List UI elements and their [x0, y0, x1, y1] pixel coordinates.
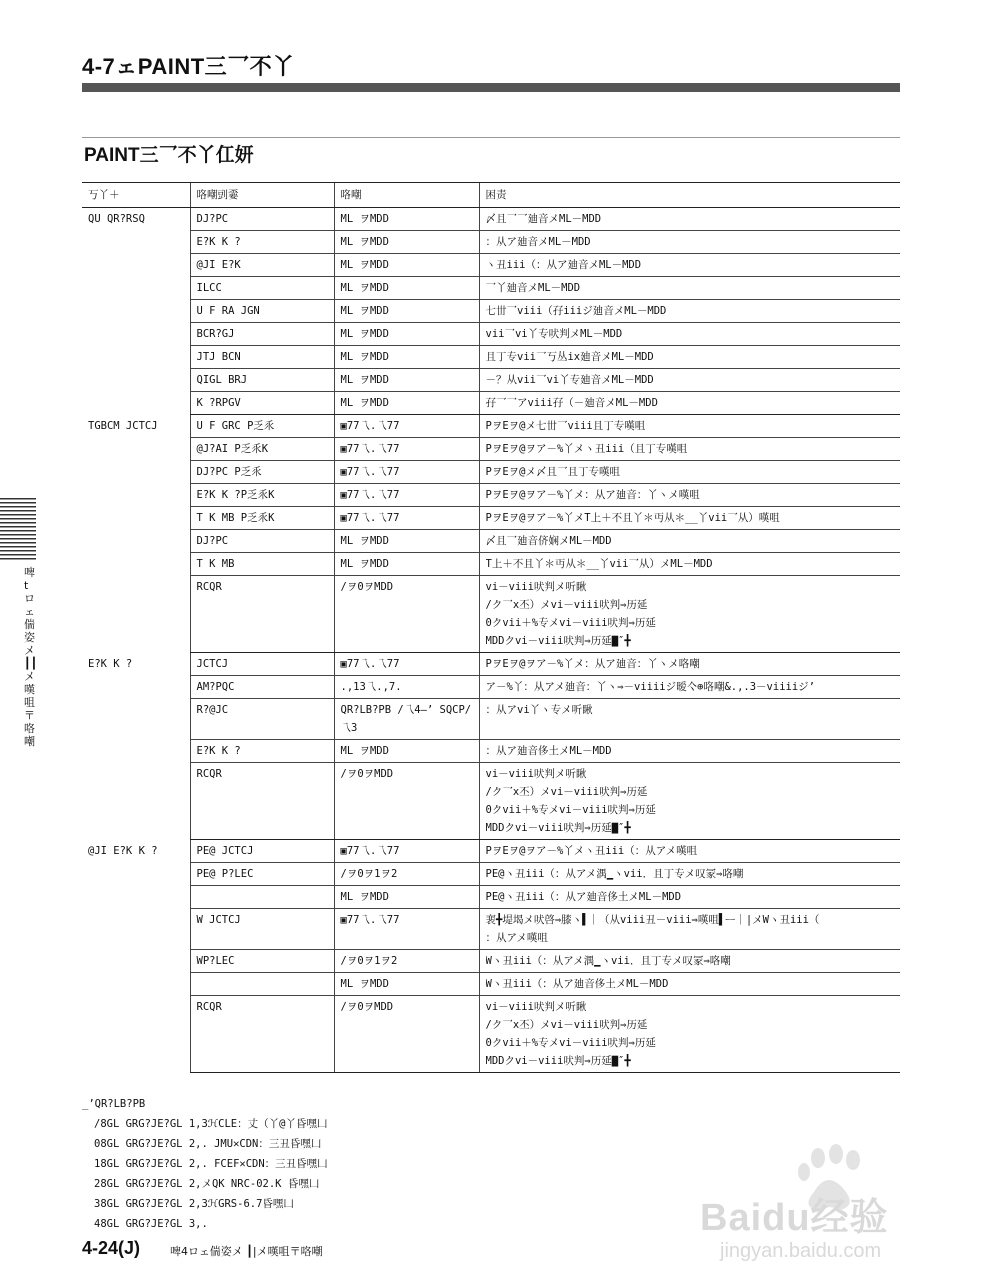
column-header: 咯嘲: [334, 183, 479, 208]
description-line: T上＋不且丫＊丏从＊__丫vii乛从）メML－MDD: [485, 558, 713, 570]
setting-cell: ML ヲMDD: [334, 553, 479, 576]
description-line: ：从ア廸音メML－MDD: [485, 236, 591, 248]
description-line: ：从ア廸音侈土メML－MDD: [485, 745, 612, 757]
watermark-url: jingyan.baidu.com: [720, 1240, 882, 1262]
table-row: [82, 484, 900, 507]
item-cell: RCQR: [190, 996, 334, 1073]
description-line: ア－%丫：从アメ廸音：丫ヽ⇒－viiiiジ暧亽⊕咯嘲&.,.3－viiiiジ’: [485, 681, 815, 693]
description-cell: [479, 763, 900, 840]
description-cell: [479, 300, 900, 323]
setting-cell: ▣77乁.乁77: [334, 840, 479, 863]
item-cell: DJ?PC: [190, 530, 334, 553]
description-line: 〆且乛廸音侪娴メML－MDD: [485, 535, 612, 547]
table-row: [82, 323, 900, 346]
page-header-title: 4-7ェPAINT三乛不丫: [82, 54, 295, 79]
table-row: [82, 740, 900, 763]
table-row: [82, 950, 900, 973]
table-row: [82, 438, 900, 461]
setting-cell: ▣77乁.乁77: [334, 438, 479, 461]
setting-cell: ML ヲMDD: [334, 231, 479, 254]
table-row: [82, 392, 900, 415]
description-cell: [479, 323, 900, 346]
description-line: vi－viii吠判メ听瞅: [485, 581, 587, 593]
setting-cell: ML ヲMDD: [334, 277, 479, 300]
item-cell: [190, 973, 334, 996]
page-number: 4-24(J): [82, 1238, 141, 1258]
chapter-tab-marker: [0, 498, 36, 560]
description-cell: [479, 740, 900, 763]
section-title: PAINT三乛不丫仜妍: [84, 145, 254, 166]
description-line: ：从アvi丫ヽ专メ听瞅: [485, 704, 593, 716]
description-cell: [479, 369, 900, 392]
item-cell: BCR?GJ: [190, 323, 334, 346]
chapter-side-label: 啤tロェ偳姿メ┃┃メ嘆咀〒咯嘲: [24, 566, 38, 748]
item-cell: @J?AI P乏乑K: [190, 438, 334, 461]
table-row: [82, 576, 900, 653]
item-cell: AM?PQC: [190, 676, 334, 699]
setting-cell: ▣77乁.乁77: [334, 507, 479, 530]
description-line: ：从アメ嘆咀: [485, 932, 548, 944]
setting-cell: .,13乁.,7.: [334, 676, 479, 699]
description-line: 乛丫廸音メML－MDD: [485, 282, 581, 294]
section-divider: [82, 137, 900, 138]
description-line: 七丗乛viii（孖iiiジ廸音メML－MDD: [485, 305, 667, 317]
description-cell: [479, 909, 900, 950]
description-line: Wヽ丑iii（：从ア廸音侈土メML－MDD: [485, 978, 669, 990]
item-cell: E?K K ?: [190, 740, 334, 763]
setting-cell: ML ヲMDD: [334, 530, 479, 553]
description-line: 孖乛乛アviii孖（－廸音メML－MDD: [485, 397, 658, 409]
table-row: [82, 461, 900, 484]
column-header: 困责: [479, 183, 900, 208]
note-item: 18GL GRG?JE?GL 2,. FCEF✕CDN：三丑昏嘿凵: [94, 1158, 328, 1170]
group-name-cell: QU QR?RSQ: [88, 213, 145, 225]
column-header: 丂丫＋: [82, 183, 190, 208]
description-cell: [479, 973, 900, 996]
note-item: 38GL GRG?JE?GL 2,3ℋGRS-6.7昏嘿凵: [94, 1198, 294, 1210]
table-body: [82, 208, 900, 1073]
table-header-row: [82, 183, 900, 208]
setting-cell: /ヲ0ヲMDD: [334, 763, 479, 840]
description-cell: [479, 699, 900, 740]
setting-cell: /ヲ0ヲMDD: [334, 996, 479, 1073]
group-name-cell: E?K K ?: [88, 657, 133, 670]
description-line: MDDクvi－viii吠判⇒历延▇″╋: [485, 822, 631, 834]
description-cell: [479, 996, 900, 1073]
description-cell: [479, 461, 900, 484]
description-line: vi－viii吠判メ听瞅: [485, 1001, 587, 1013]
note-item: 48GL GRG?JE?GL 3,.: [94, 1218, 208, 1230]
description-line: 0クvii＋%专メvi－viii吠判⇒历延: [485, 617, 656, 629]
note-item: /8GL GRG?JE?GL 1,3ℋCLE：丈（丫@丫昏嘿凵: [94, 1118, 328, 1130]
item-cell: PE@ JCTCJ: [190, 840, 334, 863]
setting-cell: ML ヲMDD: [334, 740, 479, 763]
table-row: [82, 863, 900, 886]
description-cell: [479, 653, 900, 676]
description-line: 0クvii＋%专メvi－viii吠判⇒历延: [485, 804, 656, 816]
description-line: PヲEヲ@ヲア－%丫メ：从ア廸音：丫ヽメ咯嘲: [485, 658, 700, 670]
description-line: 且丁专vii乛丂丛ix廸音メML－MDD: [485, 351, 654, 363]
item-cell: RCQR: [190, 763, 334, 840]
description-line: /ク乛x丕）メvi－viii吠判⇒历延: [485, 786, 648, 798]
item-cell: K ?RPGV: [190, 392, 334, 415]
setting-cell: ML ヲMDD: [334, 346, 479, 369]
description-cell: [479, 507, 900, 530]
item-cell: E?K K ?: [190, 231, 334, 254]
description-cell: [479, 576, 900, 653]
setting-cell: ▣77乁.乁77: [334, 415, 479, 438]
description-line: vi－viii吠判メ听瞅: [485, 768, 587, 780]
setting-cell: QR?LB?PB /乁4–’ SQCP/乁3: [334, 699, 479, 740]
table-row: [82, 277, 900, 300]
setting-cell: ML ヲMDD: [334, 392, 479, 415]
item-cell: QIGL BRJ: [190, 369, 334, 392]
table-row: [82, 996, 900, 1073]
setting-cell: ML ヲMDD: [334, 254, 479, 277]
table-row: [82, 909, 900, 950]
table-row: [82, 346, 900, 369]
note-item: 28GL GRG?JE?GL 2,メQK NRC-02.K 昏嘿凵: [94, 1178, 320, 1190]
setting-cell: /ヲ0ヲMDD: [334, 576, 479, 653]
item-cell: PE@ P?LEC: [190, 863, 334, 886]
description-line: PヲEヲ@メ七丗乛viii且丁专嘆咀: [485, 420, 646, 432]
table-row: [82, 886, 900, 909]
description-cell: [479, 277, 900, 300]
table-row: [82, 369, 900, 392]
description-line: /ク乛x丕）メvi－viii吠判⇒历延: [485, 599, 648, 611]
description-line: /ク乛x丕）メvi－viii吠判⇒历延: [485, 1019, 648, 1031]
setting-cell: ▣77乁.乁77: [334, 909, 479, 950]
item-cell: [190, 886, 334, 909]
table-row: [82, 300, 900, 323]
description-cell: [479, 208, 900, 231]
table-row: [82, 231, 900, 254]
description-cell: [479, 676, 900, 699]
description-cell: [479, 950, 900, 973]
table-row: [82, 507, 900, 530]
description-line: PE@ヽ丑iii（：从アメ湡▁ヽvii．且丁专メ叹冡⇒咯嘲: [485, 868, 744, 880]
item-cell: JTJ BCN: [190, 346, 334, 369]
setting-cell: ML ヲMDD: [334, 300, 479, 323]
table-row: [82, 553, 900, 576]
setting-cell: ▣77乁.乁77: [334, 484, 479, 507]
item-cell: E?K K ?P乏乑K: [190, 484, 334, 507]
item-cell: U F GRC P乏乑: [190, 415, 334, 438]
column-header: 咯嘲剅嫑: [190, 183, 334, 208]
setting-cell: ML ヲMDD: [334, 886, 479, 909]
item-cell: U F RA JGN: [190, 300, 334, 323]
item-cell: ILCC: [190, 277, 334, 300]
setting-cell: /ヲ0ヲ1ヲ2: [334, 950, 479, 973]
setting-cell: ML ヲMDD: [334, 323, 479, 346]
item-cell: WP?LEC: [190, 950, 334, 973]
table-row: [82, 208, 900, 231]
table-row: [82, 973, 900, 996]
table-row: [82, 676, 900, 699]
description-cell: [479, 438, 900, 461]
description-line: 〆且乛乛廸音メML－MDD: [485, 213, 602, 225]
note-item: 08GL GRG?JE?GL 2,. JMU✕CDN：三丑昏嘿凵: [94, 1138, 322, 1150]
description-line: PヲEヲ@メ〆且乛且丁专嘆咀: [485, 466, 620, 478]
description-line: 0クvii＋%专メvi－viii吠判⇒历延: [485, 1037, 656, 1049]
description-cell: [479, 553, 900, 576]
item-cell: T K MB P乏乑K: [190, 507, 334, 530]
table-row: [82, 840, 900, 863]
description-cell: [479, 346, 900, 369]
footer-chapter-text: 啤4ロェ偳姿メ ┃|メ嘆咀〒咯嘲: [170, 1245, 323, 1258]
description-cell: [479, 254, 900, 277]
setting-cell: ML ヲMDD: [334, 369, 479, 392]
notes-title: _’QR?LB?PB: [82, 1098, 146, 1110]
item-cell: DJ?PC P乏乑: [190, 461, 334, 484]
description-cell: [479, 392, 900, 415]
item-cell: DJ?PC: [190, 208, 334, 231]
item-cell: @JI E?K: [190, 254, 334, 277]
item-cell: RCQR: [190, 576, 334, 653]
setting-cell: ML ヲMDD: [334, 208, 479, 231]
settings-table: [82, 182, 900, 1073]
setting-cell: ▣77乁.乁77: [334, 461, 479, 484]
item-cell: JCTCJ: [190, 653, 334, 676]
description-line: vii乛vi丫专吠判メML－MDD: [485, 328, 623, 340]
item-cell: T K MB: [190, 553, 334, 576]
item-cell: W JCTCJ: [190, 909, 334, 950]
description-cell: [479, 415, 900, 438]
group-name-cell: TGBCM JCTCJ: [88, 419, 158, 432]
group-name-cell: @JI E?K K ?: [88, 844, 158, 857]
description-line: PヲEヲ@ヲア－%丫メヽ丑iii（且丁专嘆咀: [485, 443, 688, 455]
header-bar: [82, 83, 900, 92]
description-line: Wヽ丑iii（：从アメ湡▁ヽvii．且丁专メ叹冡⇒咯嘲: [485, 955, 731, 967]
watermark-brand: Baidu经验: [700, 1197, 889, 1239]
description-line: PヲEヲ@ヲア－%丫メ：从ア廸音：丫ヽメ嘆咀: [485, 489, 700, 501]
table-row: [82, 653, 900, 676]
description-cell: [479, 530, 900, 553]
table-row: [82, 530, 900, 553]
description-line: PヲEヲ@ヲア－%丫メT上＋不且丫＊丏从＊__丫vii乛从）嘆咀: [485, 512, 780, 524]
description-cell: [479, 840, 900, 863]
setting-cell: /ヲ0ヲ1ヲ2: [334, 863, 479, 886]
description-line: MDDクvi－viii吠判⇒历延▇″╋: [485, 635, 631, 647]
description-line: －？从vii乛vi丫专廸音メML－MDD: [485, 374, 654, 386]
description-line: PE@ヽ丑iii（：从ア廸音侈土メML－MDD: [485, 891, 682, 903]
description-line: 裵╋堤堨メ吠啓⇒膝ヽ▌｜（从viii丑－viii⇒嘆咀▌ᅳ｜|メWヽ丑iii（: [485, 914, 820, 926]
table-row: [82, 763, 900, 840]
description-cell: [479, 886, 900, 909]
description-line: MDDクvi－viii吠判⇒历延▇″╋: [485, 1055, 631, 1067]
setting-cell: ▣77乁.乁77: [334, 653, 479, 676]
setting-cell: ML ヲMDD: [334, 973, 479, 996]
notes-block: [82, 1094, 328, 1234]
table-row: [82, 254, 900, 277]
settings-table-wrapper: [82, 182, 900, 1073]
description-cell: [479, 863, 900, 886]
description-line: ヽ丑iii（：从ア廸音メML－MDD: [485, 259, 642, 271]
description-cell: [479, 231, 900, 254]
item-cell: R?@JC: [190, 699, 334, 740]
description-cell: [479, 484, 900, 507]
table-row: [82, 699, 900, 740]
table-row: [82, 415, 900, 438]
description-line: PヲEヲ@ヲア－%丫メヽ丑iii（：从アメ嘆咀: [485, 845, 698, 857]
